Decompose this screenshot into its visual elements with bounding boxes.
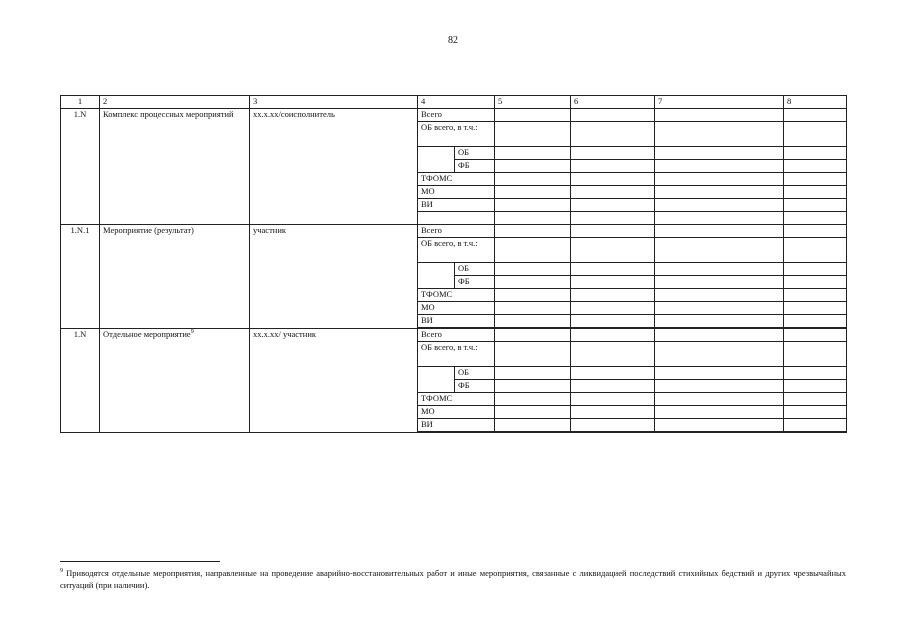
value-cell bbox=[784, 380, 847, 393]
value-cell bbox=[655, 289, 784, 302]
row-code: 1.N bbox=[61, 109, 100, 225]
value-cell bbox=[655, 212, 784, 225]
empty-cell bbox=[418, 432, 495, 433]
header-col-1: 1 bbox=[61, 96, 100, 109]
row-name bbox=[100, 225, 250, 329]
value-cell bbox=[495, 432, 571, 433]
source-mo: МО bbox=[418, 302, 495, 315]
value-cell bbox=[784, 199, 847, 212]
source-mo: МО bbox=[418, 406, 495, 419]
value-cell bbox=[571, 212, 655, 225]
value-cell bbox=[495, 289, 571, 302]
value-cell bbox=[784, 122, 847, 147]
value-cell bbox=[784, 329, 847, 342]
value-cell bbox=[495, 380, 571, 393]
value-cell bbox=[571, 147, 655, 160]
value-cell bbox=[495, 367, 571, 380]
empty-cell bbox=[418, 212, 495, 225]
value-cell bbox=[571, 302, 655, 315]
value-cell bbox=[571, 342, 655, 367]
source-total: Всего bbox=[418, 109, 495, 122]
value-cell bbox=[495, 302, 571, 315]
value-cell bbox=[571, 109, 655, 122]
value-cell bbox=[571, 419, 655, 432]
value-cell bbox=[655, 199, 784, 212]
value-cell bbox=[495, 393, 571, 406]
source-ob-total: ОБ всего, в т.ч.: bbox=[418, 238, 495, 263]
value-cell bbox=[784, 419, 847, 432]
indent-cell bbox=[418, 263, 455, 289]
table-row bbox=[61, 225, 847, 238]
value-cell bbox=[655, 315, 784, 328]
value-cell bbox=[495, 122, 571, 147]
footnote bbox=[60, 567, 846, 591]
value-cell bbox=[784, 109, 847, 122]
value-cell bbox=[495, 109, 571, 122]
value-cell bbox=[784, 393, 847, 406]
row-name bbox=[100, 329, 250, 433]
header-col-8: 8 bbox=[784, 96, 847, 109]
source-fb: ФБ bbox=[455, 160, 495, 173]
page-number: 82 bbox=[448, 35, 458, 46]
value-cell bbox=[784, 173, 847, 186]
value-cell bbox=[495, 238, 571, 263]
source-tfoms: ТФОМС bbox=[418, 173, 495, 186]
value-cell bbox=[571, 225, 655, 238]
value-cell bbox=[655, 238, 784, 263]
source-vi: ВИ bbox=[418, 419, 495, 432]
value-cell bbox=[495, 329, 571, 342]
value-cell bbox=[784, 263, 847, 276]
value-cell bbox=[495, 147, 571, 160]
source-total: Всего bbox=[418, 225, 495, 238]
footnote-mark: 9 bbox=[60, 568, 63, 575]
budget-table bbox=[60, 95, 847, 433]
value-cell bbox=[571, 263, 655, 276]
value-cell bbox=[495, 342, 571, 367]
value-cell bbox=[784, 225, 847, 238]
row-code: 1.N bbox=[61, 329, 100, 433]
value-cell bbox=[571, 160, 655, 173]
value-cell bbox=[784, 289, 847, 302]
value-cell bbox=[784, 315, 847, 328]
source-total: Всего bbox=[418, 329, 495, 342]
value-cell bbox=[655, 276, 784, 289]
row-name-text: Отдельное мероприятие bbox=[103, 329, 191, 339]
source-fb: ФБ bbox=[455, 276, 495, 289]
header-col-3: 3 bbox=[250, 96, 418, 109]
value-cell bbox=[655, 186, 784, 199]
source-vi: ВИ bbox=[418, 199, 495, 212]
value-cell bbox=[571, 173, 655, 186]
source-tfoms: ТФОМС bbox=[418, 393, 495, 406]
value-cell bbox=[571, 186, 655, 199]
row-name bbox=[100, 109, 250, 225]
value-cell bbox=[571, 329, 655, 342]
value-cell bbox=[655, 393, 784, 406]
value-cell bbox=[784, 160, 847, 173]
value-cell bbox=[495, 173, 571, 186]
value-cell bbox=[571, 289, 655, 302]
row-name-text: Комплекс процессных мероприятий bbox=[103, 109, 234, 119]
value-cell bbox=[655, 263, 784, 276]
source-tfoms: ТФОМС bbox=[418, 289, 495, 302]
source-ob-total: ОБ всего, в т.ч.: bbox=[418, 122, 495, 147]
value-cell bbox=[784, 302, 847, 315]
value-cell bbox=[571, 367, 655, 380]
header-row bbox=[61, 96, 847, 109]
value-cell bbox=[655, 342, 784, 367]
header-col-6: 6 bbox=[571, 96, 655, 109]
value-cell bbox=[495, 199, 571, 212]
value-cell bbox=[495, 225, 571, 238]
value-cell bbox=[571, 393, 655, 406]
value-cell bbox=[571, 199, 655, 212]
source-ob-total: ОБ всего, в т.ч.: bbox=[418, 342, 495, 367]
row-executor: участник bbox=[250, 225, 418, 329]
value-cell bbox=[784, 212, 847, 225]
value-cell bbox=[655, 432, 784, 433]
value-cell bbox=[571, 276, 655, 289]
value-cell bbox=[495, 315, 571, 328]
value-cell bbox=[571, 380, 655, 393]
value-cell bbox=[655, 419, 784, 432]
value-cell bbox=[784, 432, 847, 433]
value-cell bbox=[784, 186, 847, 199]
value-cell bbox=[495, 186, 571, 199]
row-name-footnote-mark: 9 bbox=[190, 329, 194, 336]
source-ob: ОБ bbox=[455, 263, 495, 276]
source-vi: ВИ bbox=[418, 315, 495, 328]
value-cell bbox=[655, 302, 784, 315]
value-cell bbox=[784, 147, 847, 160]
value-cell bbox=[571, 122, 655, 147]
value-cell bbox=[784, 342, 847, 367]
value-cell bbox=[571, 432, 655, 433]
value-cell bbox=[655, 147, 784, 160]
value-cell bbox=[655, 367, 784, 380]
indent-cell bbox=[418, 367, 455, 393]
value-cell bbox=[655, 109, 784, 122]
value-cell bbox=[571, 238, 655, 263]
value-cell bbox=[495, 212, 571, 225]
row-executor: хх.х.хх/ участник bbox=[250, 329, 418, 433]
source-ob: ОБ bbox=[455, 367, 495, 380]
row-name-text: Мероприятие (результат) bbox=[103, 225, 194, 235]
value-cell bbox=[495, 406, 571, 419]
value-cell bbox=[784, 406, 847, 419]
header-col-7: 7 bbox=[655, 96, 784, 109]
source-fb: ФБ bbox=[455, 380, 495, 393]
value-cell bbox=[655, 122, 784, 147]
value-cell bbox=[495, 160, 571, 173]
value-cell bbox=[571, 315, 655, 328]
value-cell bbox=[655, 173, 784, 186]
value-cell bbox=[655, 160, 784, 173]
table-row bbox=[61, 329, 847, 342]
footnote-rule bbox=[60, 561, 220, 562]
footnote-text: Приводятся отдельные мероприятия, направленные на проведение аварийно-восстановительных работ и иные мероприятия, связанные с ликвидацией последствий стихийных бедствий и других чрезвычайных ситуаций (при наличии). bbox=[60, 568, 846, 590]
header-col-4: 4 bbox=[418, 96, 495, 109]
source-ob: ОБ bbox=[455, 147, 495, 160]
value-cell bbox=[495, 419, 571, 432]
row-code: 1.N.1 bbox=[61, 225, 100, 329]
value-cell bbox=[784, 367, 847, 380]
header-col-2: 2 bbox=[100, 96, 250, 109]
value-cell bbox=[655, 329, 784, 342]
source-mo: МО bbox=[418, 186, 495, 199]
table-row bbox=[61, 109, 847, 122]
value-cell bbox=[784, 238, 847, 263]
value-cell bbox=[784, 276, 847, 289]
value-cell bbox=[495, 263, 571, 276]
value-cell bbox=[655, 225, 784, 238]
value-cell bbox=[655, 406, 784, 419]
value-cell bbox=[571, 406, 655, 419]
row-executor: хх.х.хх/соисполнитель bbox=[250, 109, 418, 225]
value-cell bbox=[655, 380, 784, 393]
indent-cell bbox=[418, 147, 455, 173]
header-col-5: 5 bbox=[495, 96, 571, 109]
value-cell bbox=[495, 276, 571, 289]
